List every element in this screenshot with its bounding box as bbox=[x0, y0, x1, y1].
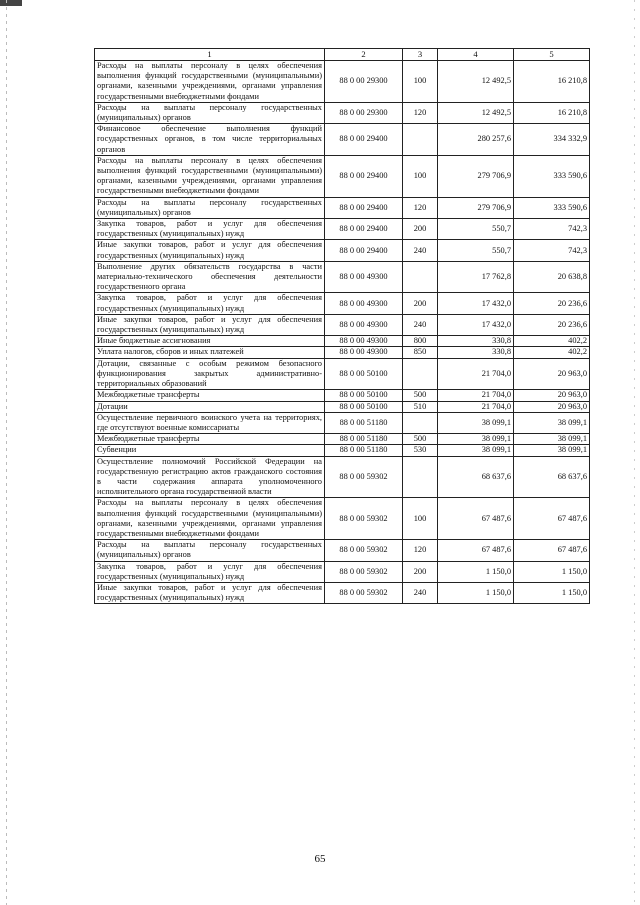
row-name: Осуществление полномочий Российской Федерации на государственную регистрацию актов гражданского состояния в части содержания аппарата уполномоченного исполнительного органа государственной власти bbox=[95, 456, 325, 498]
row-value-2: 67 487,6 bbox=[514, 498, 590, 540]
row-value-2: 20 963,0 bbox=[514, 401, 590, 412]
scan-corner-mark bbox=[0, 0, 22, 6]
row-vr: 240 bbox=[403, 240, 438, 261]
table-row bbox=[95, 561, 590, 582]
row-value-2: 16 210,8 bbox=[514, 61, 590, 103]
row-value-1: 1 150,0 bbox=[438, 561, 514, 582]
table-row bbox=[95, 336, 590, 347]
row-value-2: 20 963,0 bbox=[514, 358, 590, 390]
table-row bbox=[95, 240, 590, 261]
row-name: Дотации bbox=[95, 401, 325, 412]
table-row bbox=[95, 498, 590, 540]
row-value-1: 21 704,0 bbox=[438, 390, 514, 401]
row-value-2: 16 210,8 bbox=[514, 102, 590, 123]
row-name: Уплата налогов, сборов и иных платежей bbox=[95, 347, 325, 358]
row-vr: 850 bbox=[403, 347, 438, 358]
row-code: 88 0 00 59302 bbox=[325, 498, 403, 540]
row-code: 88 0 00 49300 bbox=[325, 336, 403, 347]
row-code: 88 0 00 29400 bbox=[325, 219, 403, 240]
row-value-2: 334 332,9 bbox=[514, 124, 590, 156]
row-vr bbox=[403, 456, 438, 498]
row-name: Иные закупки товаров, работ и услуг для обеспечения государственных (муниципальных) нужд bbox=[95, 582, 325, 603]
row-value-1: 550,7 bbox=[438, 219, 514, 240]
row-value-1: 12 492,5 bbox=[438, 61, 514, 103]
row-value-1: 330,8 bbox=[438, 336, 514, 347]
row-value-2: 333 590,6 bbox=[514, 155, 590, 197]
row-value-1: 17 432,0 bbox=[438, 314, 514, 335]
row-name: Расходы на выплаты персоналу государственных (муниципальных) органов bbox=[95, 102, 325, 123]
row-value-1: 21 704,0 bbox=[438, 401, 514, 412]
row-code: 88 0 00 29300 bbox=[325, 61, 403, 103]
row-name: Расходы на выплаты персоналу в целях обеспечения выполнения функций государственными (муниципальными) органами, казенными учреждениями, органами управления государственными внебюджетными фондами bbox=[95, 155, 325, 197]
row-code: 88 0 00 50100 bbox=[325, 390, 403, 401]
row-value-1: 67 487,6 bbox=[438, 540, 514, 561]
row-name: Расходы на выплаты персоналу государственных (муниципальных) органов bbox=[95, 540, 325, 561]
row-name: Межбюджетные трансферты bbox=[95, 434, 325, 445]
header-col-4: 4 bbox=[438, 49, 514, 61]
row-code: 88 0 00 59302 bbox=[325, 561, 403, 582]
row-name: Расходы на выплаты персоналу в целях обеспечения выполнения функций государственными (муниципальными) органами, казенными учреждениями, органами управления государственными внебюджетными фондами bbox=[95, 61, 325, 103]
row-vr: 120 bbox=[403, 102, 438, 123]
row-vr: 100 bbox=[403, 498, 438, 540]
row-vr: 530 bbox=[403, 445, 438, 456]
row-code: 88 0 00 29400 bbox=[325, 240, 403, 261]
row-code: 88 0 00 51180 bbox=[325, 412, 403, 433]
table-row bbox=[95, 124, 590, 156]
row-code: 88 0 00 29400 bbox=[325, 124, 403, 156]
row-vr bbox=[403, 412, 438, 433]
row-vr: 120 bbox=[403, 540, 438, 561]
row-code: 88 0 00 50100 bbox=[325, 401, 403, 412]
table-row bbox=[95, 61, 590, 103]
row-name: Дотации, связанные с особым режимом безопасного функционирования закрытых административно-территориальных образований bbox=[95, 358, 325, 390]
scan-edge-left bbox=[6, 0, 7, 905]
row-vr: 120 bbox=[403, 197, 438, 218]
row-vr: 200 bbox=[403, 219, 438, 240]
table-row bbox=[95, 456, 590, 498]
table-row bbox=[95, 261, 590, 293]
row-value-2: 38 099,1 bbox=[514, 412, 590, 433]
scan-edge-right bbox=[634, 0, 635, 905]
row-value-1: 17 432,0 bbox=[438, 293, 514, 314]
table-row bbox=[95, 445, 590, 456]
row-value-2: 402,2 bbox=[514, 347, 590, 358]
header-col-1: 1 bbox=[95, 49, 325, 61]
table-header-row bbox=[95, 49, 590, 61]
row-name: Иные закупки товаров, работ и услуг для обеспечения государственных (муниципальных) нужд bbox=[95, 314, 325, 335]
table-row bbox=[95, 197, 590, 218]
row-vr: 240 bbox=[403, 314, 438, 335]
row-value-1: 550,7 bbox=[438, 240, 514, 261]
table-row bbox=[95, 582, 590, 603]
row-name: Закупка товаров, работ и услуг для обеспечения государственных (муниципальных) нужд bbox=[95, 293, 325, 314]
table-row bbox=[95, 293, 590, 314]
row-value-2: 20 963,0 bbox=[514, 390, 590, 401]
row-name: Субвенции bbox=[95, 445, 325, 456]
row-vr: 500 bbox=[403, 434, 438, 445]
row-name: Осуществление первичного воинского учета на территориях, где отсутствуют военные комиссариаты bbox=[95, 412, 325, 433]
row-value-2: 402,2 bbox=[514, 336, 590, 347]
row-code: 88 0 00 59302 bbox=[325, 456, 403, 498]
table-row bbox=[95, 358, 590, 390]
row-value-2: 1 150,0 bbox=[514, 561, 590, 582]
row-code: 88 0 00 59302 bbox=[325, 540, 403, 561]
row-name: Межбюджетные трансферты bbox=[95, 390, 325, 401]
row-code: 88 0 00 49300 bbox=[325, 261, 403, 293]
row-vr: 500 bbox=[403, 390, 438, 401]
row-value-2: 67 487,6 bbox=[514, 540, 590, 561]
row-vr bbox=[403, 124, 438, 156]
row-value-2: 20 236,6 bbox=[514, 293, 590, 314]
table-row bbox=[95, 412, 590, 433]
budget-table bbox=[94, 48, 590, 604]
row-name: Закупка товаров, работ и услуг для обеспечения государственных (муниципальных) нужд bbox=[95, 561, 325, 582]
row-code: 88 0 00 49300 bbox=[325, 293, 403, 314]
row-vr: 510 bbox=[403, 401, 438, 412]
row-value-2: 333 590,6 bbox=[514, 197, 590, 218]
row-value-1: 12 492,5 bbox=[438, 102, 514, 123]
row-value-1: 68 637,6 bbox=[438, 456, 514, 498]
row-value-1: 280 257,6 bbox=[438, 124, 514, 156]
row-vr: 100 bbox=[403, 61, 438, 103]
table-row bbox=[95, 219, 590, 240]
header-col-5: 5 bbox=[514, 49, 590, 61]
row-value-1: 67 487,6 bbox=[438, 498, 514, 540]
row-value-2: 742,3 bbox=[514, 219, 590, 240]
page-number: 65 bbox=[314, 853, 326, 865]
row-value-2: 38 099,1 bbox=[514, 434, 590, 445]
row-code: 88 0 00 29400 bbox=[325, 197, 403, 218]
row-value-1: 279 706,9 bbox=[438, 197, 514, 218]
row-value-1: 38 099,1 bbox=[438, 434, 514, 445]
row-vr bbox=[403, 261, 438, 293]
row-name: Расходы на выплаты персоналу государственных (муниципальных) органов bbox=[95, 197, 325, 218]
row-name: Выполнение других обязательств государства в части материально-технического обеспечения деятельности государственного органа bbox=[95, 261, 325, 293]
row-name: Иные закупки товаров, работ и услуг для обеспечения государственных (муниципальных) нужд bbox=[95, 240, 325, 261]
table-row bbox=[95, 390, 590, 401]
row-vr: 800 bbox=[403, 336, 438, 347]
row-vr: 240 bbox=[403, 582, 438, 603]
row-value-2: 1 150,0 bbox=[514, 582, 590, 603]
row-value-2: 20 236,6 bbox=[514, 314, 590, 335]
row-value-1: 17 762,8 bbox=[438, 261, 514, 293]
row-value-2: 742,3 bbox=[514, 240, 590, 261]
row-value-1: 38 099,1 bbox=[438, 412, 514, 433]
row-code: 88 0 00 51180 bbox=[325, 445, 403, 456]
row-code: 88 0 00 29300 bbox=[325, 102, 403, 123]
row-vr: 100 bbox=[403, 155, 438, 197]
table-row bbox=[95, 347, 590, 358]
row-vr: 200 bbox=[403, 293, 438, 314]
row-value-2: 38 099,1 bbox=[514, 445, 590, 456]
table-row bbox=[95, 102, 590, 123]
header-col-2: 2 bbox=[325, 49, 403, 61]
row-code: 88 0 00 29400 bbox=[325, 155, 403, 197]
row-value-1: 1 150,0 bbox=[438, 582, 514, 603]
header-col-3: 3 bbox=[403, 49, 438, 61]
row-name: Финансовое обеспечение выполнения функций государственных органов, в том числе территориальных органов bbox=[95, 124, 325, 156]
row-vr bbox=[403, 358, 438, 390]
table-row bbox=[95, 314, 590, 335]
row-code: 88 0 00 59302 bbox=[325, 582, 403, 603]
row-name: Расходы на выплаты персоналу в целях обеспечения выполнения функций государственными (муниципальными) органами, казенными учреждениями, органами управления государственными внебюджетными фондами bbox=[95, 498, 325, 540]
row-code: 88 0 00 49300 bbox=[325, 314, 403, 335]
row-value-1: 279 706,9 bbox=[438, 155, 514, 197]
table-row bbox=[95, 434, 590, 445]
row-value-1: 38 099,1 bbox=[438, 445, 514, 456]
row-code: 88 0 00 49300 bbox=[325, 347, 403, 358]
row-vr: 200 bbox=[403, 561, 438, 582]
row-code: 88 0 00 51180 bbox=[325, 434, 403, 445]
row-code: 88 0 00 50100 bbox=[325, 358, 403, 390]
table-row bbox=[95, 155, 590, 197]
table-row bbox=[95, 401, 590, 412]
row-name: Иные бюджетные ассигнования bbox=[95, 336, 325, 347]
row-value-1: 330,8 bbox=[438, 347, 514, 358]
row-name: Закупка товаров, работ и услуг для обеспечения государственных (муниципальных) нужд bbox=[95, 219, 325, 240]
row-value-2: 68 637,6 bbox=[514, 456, 590, 498]
row-value-1: 21 704,0 bbox=[438, 358, 514, 390]
table-row bbox=[95, 540, 590, 561]
row-value-2: 20 638,8 bbox=[514, 261, 590, 293]
